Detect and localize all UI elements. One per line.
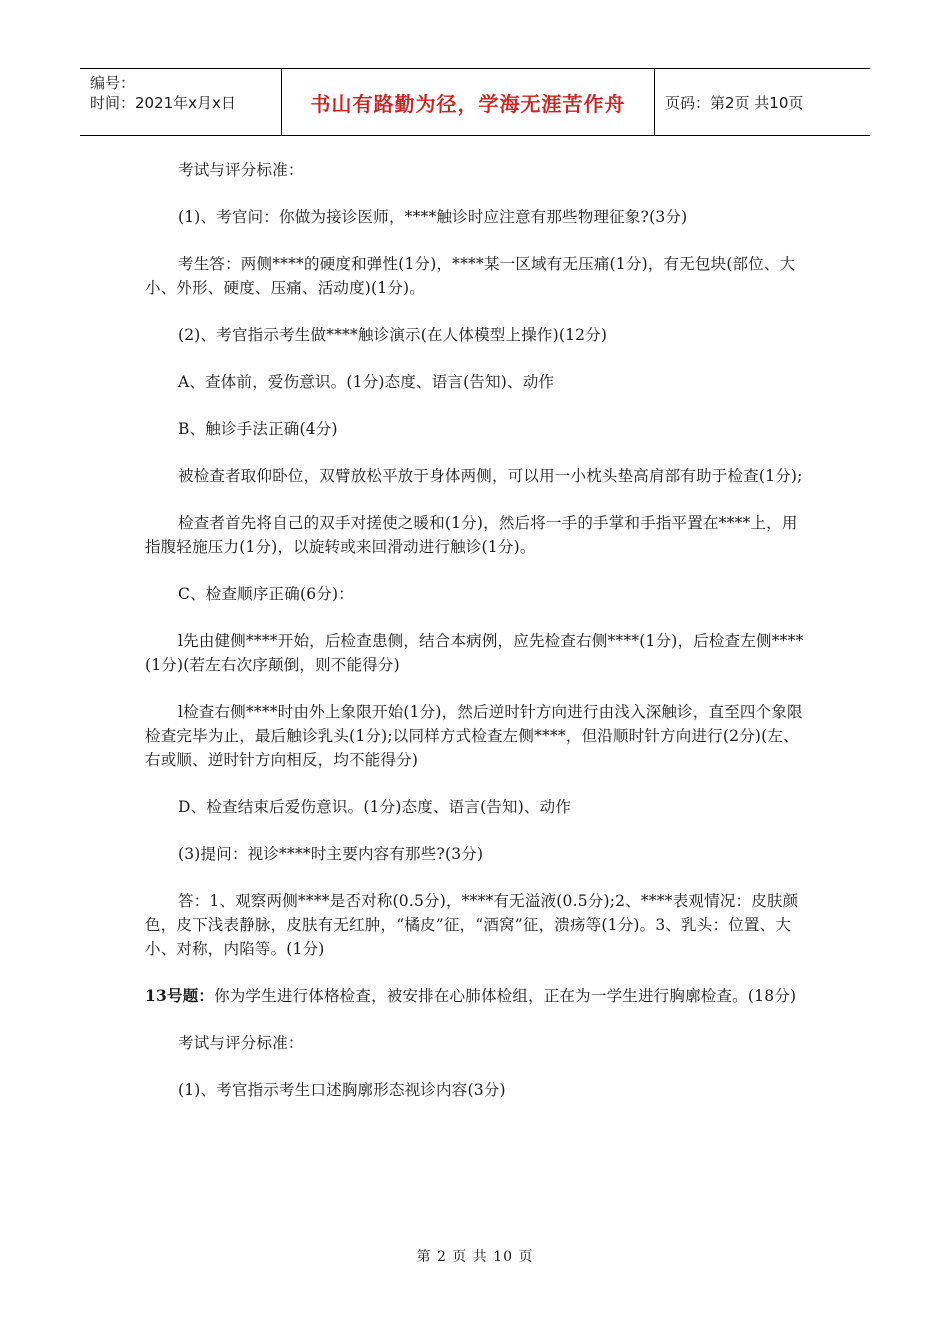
paragraph: D、检查结束后爱伤意识。(1分)态度、语言(告知)、动作 <box>178 798 572 816</box>
doc-number-label: 编号： <box>90 74 136 92</box>
paragraph: B、触诊手法正确(4分) <box>178 420 338 438</box>
header-meta <box>80 69 282 135</box>
page-header <box>80 68 870 136</box>
paragraph: (1)、考官问：你做为接诊医师，****触诊时应注意有那些物理征象?(3分) <box>178 208 688 226</box>
paragraph: 被检查者取仰卧位，双臂放松平放于身体两侧，可以用一小枕头垫高肩部有助于检查(1分); <box>178 467 803 485</box>
paragraph: l先由健侧****开始，后检查患侧，结合本病例，应先检查右侧****(1分)，后检查左侧****(1分)(若左右次序颠倒，则不能得分) <box>145 632 804 674</box>
question-text: 你为学生进行体格检查，被安排在心肺体检组，正在为一学生进行胸廓检查。(18分) <box>214 987 797 1005</box>
section-heading: 考试与评分标准： <box>178 161 304 179</box>
document-body <box>145 158 805 1125</box>
header-page-info: 页码：第2页 共10页 <box>665 93 804 112</box>
paragraph: 检查者首先将自己的双手对搓使之暖和(1分)，然后将一手的手掌和手指平置在****上，用指腹轻施压力(1分)，以旋转或来回滑动进行触诊(1分)。 <box>145 514 798 556</box>
paragraph: A、查体前，爱伤意识。(1分)态度、语言(告知)、动作 <box>178 373 555 391</box>
question-label: 13号题： <box>145 986 215 1005</box>
doc-time-label: 时间：2021年x月x日 <box>90 94 236 112</box>
question-13 <box>145 984 805 1008</box>
page-footer: 第 2 页 共 10 页 <box>416 1249 534 1265</box>
header-motto: 书山有路勤为径，学海无涯苦作舟 <box>282 69 655 135</box>
paragraph: 考生答：两侧****的硬度和弹性(1分)，****某一区域有无压痛(1分)，有无包块(部位、大小、外形、硬度、压痛、活动度)(1分)。 <box>145 255 796 297</box>
paragraph: (1)、考官指示考生口述胸廓形态视诊内容(3分) <box>178 1081 506 1099</box>
paragraph: (3)提问：视诊****时主要内容有那些?(3分) <box>178 845 484 863</box>
paragraph: 答：1、观察两侧****是否对称(0.5分)，****有无溢液(0.5分);2、****表观情况：皮肤颜色，皮下浅表静脉，皮肤有无红肿，“橘皮”征，“酒窝”征，溃疡等(1分)。3、乳头：位置、大小、对称，内陷等。(1分) <box>145 892 799 958</box>
paragraph: C、检查顺序正确(6分)： <box>178 585 354 603</box>
paragraph: l检查右侧****时由外上象限开始(1分)，然后逆时针方向进行由浅入深触诊，直至四个象限检查完毕为止，最后触诊乳头(1分);以同样方式检查左侧****，但沿顺时针方向进行(2分)(左、右或顺、逆时针方向相反，均不能得分) <box>145 703 803 769</box>
paragraph: (2)、考官指示考生做****触诊演示(在人体模型上操作)(12分) <box>178 326 608 344</box>
section-heading: 考试与评分标准： <box>178 1034 304 1052</box>
